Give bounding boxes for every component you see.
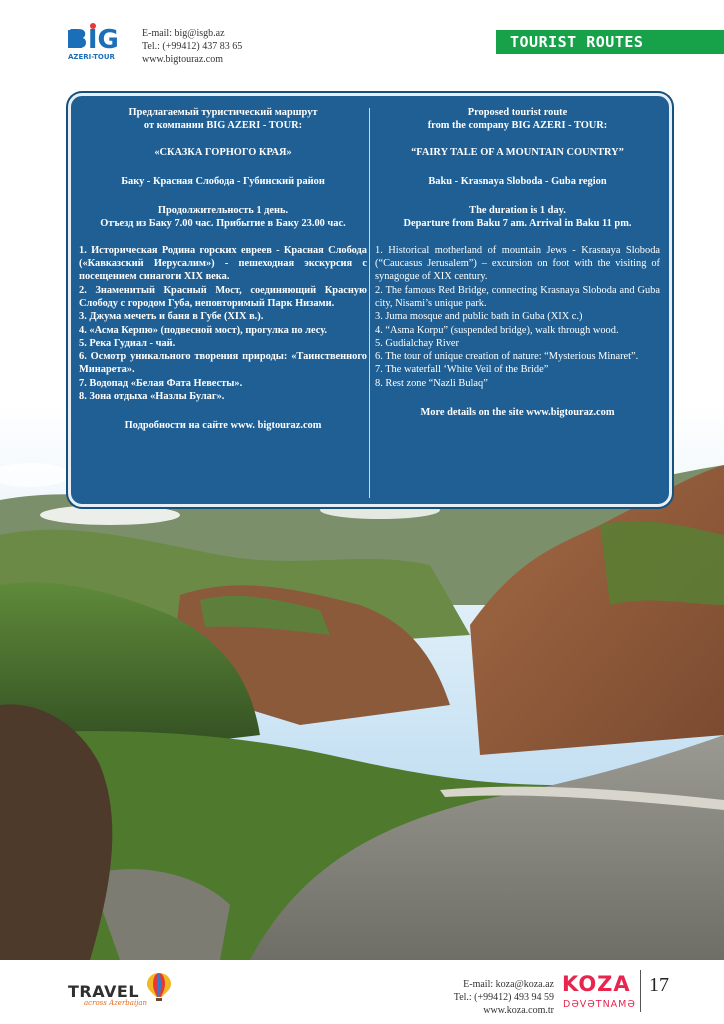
ru-more-details[interactable]: Подробности на сайте www. bigtouraz.com — [124, 420, 322, 432]
en-more-details[interactable]: More details on the site www.bigtouraz.com — [420, 407, 615, 419]
koza-name: KOZA — [562, 972, 631, 996]
contact-block-top — [142, 27, 242, 66]
travel-across-azerbaijan-logo — [68, 972, 178, 1006]
ru-item-6: 6. Осмотр уникального творения природы: «Таинственного Минарета». — [79, 351, 367, 376]
big-azeri-tour-logo — [66, 20, 128, 62]
english-column — [375, 106, 660, 419]
en-item-6: 6. The tour of unique creation of nature: “Mysterious Minaret”. — [375, 351, 639, 363]
en-item-8: 8. Rest zone “Nazli Bulaq” — [375, 377, 488, 389]
email-bottom[interactable]: E-mail: koza@koza.az — [463, 979, 554, 990]
en-item-7: 7. The waterfall ‘White Veil of the Bride” — [375, 364, 549, 376]
ru-intro-line1: Предлагаемый туристический маршрут — [128, 107, 318, 118]
column-divider — [369, 108, 370, 498]
tel-bottom: Tel.: (+99412) 493 94 59 — [453, 992, 554, 1003]
web-bottom[interactable]: www.koza.com.tr — [483, 1005, 554, 1016]
koza-subtitle: DƏVƏTNAMƏ — [563, 999, 636, 1010]
ru-intro-line2: от компании BIG AZERI - TOUR: — [143, 120, 303, 132]
logo-word: BIG — [68, 25, 119, 55]
russian-column — [79, 106, 367, 433]
travel-subtitle: across Azerbaijan — [84, 999, 148, 1007]
tel-top: Tel.: (+99412) 437 83 65 — [142, 41, 243, 52]
ru-route-path: Баку - Красная Слобода - Губинский район — [121, 175, 325, 187]
section-title-banner: TOURIST ROUTES — [496, 30, 724, 54]
en-item-4: 4. “Asma Korpu” (suspended bridge), walk through wood. — [375, 324, 619, 336]
ru-item-7: 7. Водопад «Белая Фата Невесты». — [79, 377, 243, 389]
hot-air-balloon-icon — [146, 972, 172, 1002]
ru-item-5: 5. Река Гудиал - чай. — [79, 337, 176, 349]
ru-departure: Отъезд из Баку 7.00 час. Прибытие в Баку 23.00 час. — [100, 218, 346, 230]
email-top[interactable]: E-mail: big@isgb.az — [142, 28, 225, 39]
route-info-panel — [68, 93, 672, 507]
en-intro-line2: from the company BIG AZERI - TOUR: — [427, 120, 608, 132]
ru-duration: Продолжительность 1 день. — [157, 205, 289, 217]
ru-item-1: 1. Историческая Родина горских евреев - Красная Слобода («Кавказский Иерусалим») - пешеходная экскурсия с посещением синагоги XIX века. — [79, 244, 367, 283]
en-intro-line1: Proposed tourist route — [467, 107, 568, 118]
ru-item-4: 4. «Асма Керпю» (подвесной мост), прогулка по лесу. — [79, 324, 327, 336]
ru-route-title: «СКАЗКА ГОРНОГО КРАЯ» — [154, 146, 292, 158]
en-departure: Departure from Baku 7 am. Arrival in Baku 11 pm. — [403, 218, 632, 230]
en-route-title: “FAIRY TALE OF A MOUNTAIN COUNTRY” — [411, 146, 624, 158]
page-number: 17 — [649, 974, 669, 996]
travel-word: TRAVEL — [68, 982, 140, 1001]
page-number-divider — [640, 970, 641, 1012]
contact-block-bottom — [454, 978, 554, 1017]
en-item-3: 3. Juma mosque and public bath in Guba (XIX c.) — [375, 311, 583, 323]
ru-item-3: 3. Джума мечеть и баня в Губе (XIX в.). — [79, 311, 264, 323]
logo-caption: AZERI-TOUR — [68, 53, 115, 61]
en-item-2: 2. The famous Red Bridge, connecting Krasnaya Sloboda and Guba city, Nisami’s unique park. — [375, 284, 660, 309]
en-route-path: Baku - Krasnaya Sloboda - Guba region — [428, 175, 607, 187]
ru-item-8: 8. Зона отдыха «Назлы Булаг». — [79, 391, 225, 403]
web-top[interactable]: www.bigtouraz.com — [142, 54, 223, 65]
en-item-1: 1. Historical motherland of mountain Jews - Krasnaya Sloboda (“Caucasus Jerusalem”) – excursion on foot with the visiting of synagogue of XIX century. — [375, 244, 660, 283]
ru-item-2: 2. Знаменитый Красный Мост, соединяющий Красную Слободу с городом Губа, неповторимый Парк Низами. — [79, 284, 367, 309]
en-item-5: 5. Gudialchay River — [375, 337, 459, 349]
koza-davetname-logo — [562, 972, 634, 1012]
en-duration: The duration is 1 day. — [469, 205, 566, 217]
